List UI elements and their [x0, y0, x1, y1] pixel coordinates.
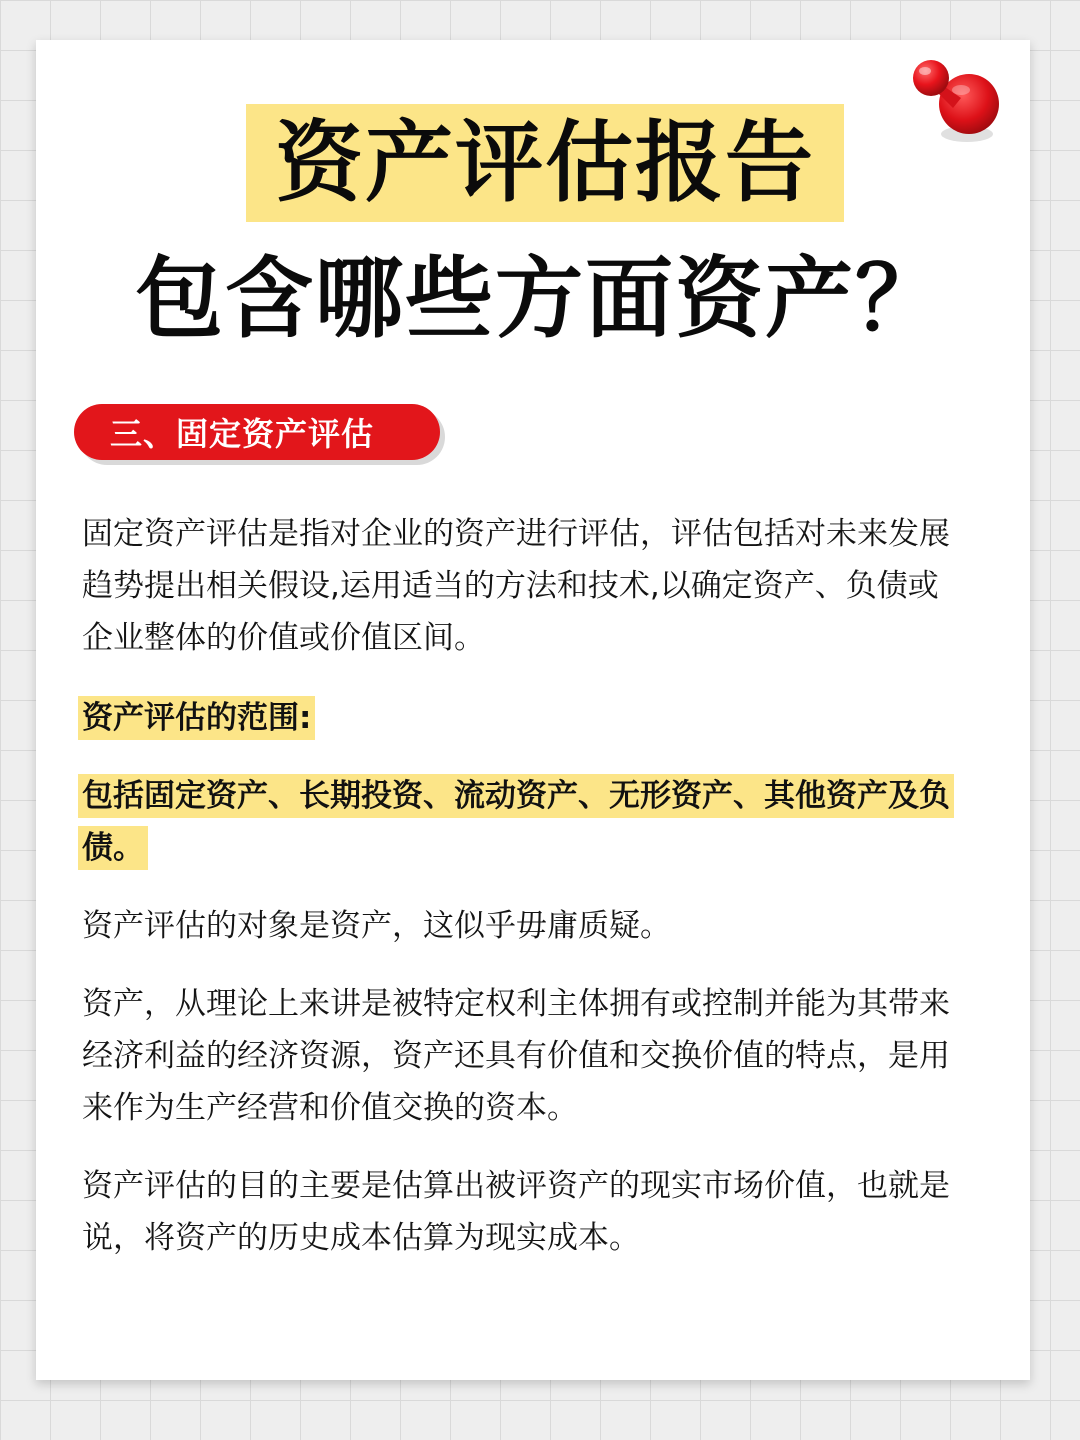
scope-body-text: 包括固定资产、长期投资、流动资产、无形资产、其他资产及负债。 — [78, 774, 954, 870]
page-title-line-1: 资产评估报告 — [274, 111, 815, 214]
scope-body — [78, 770, 978, 874]
title-highlight-box — [246, 104, 844, 222]
section-badge — [74, 404, 440, 460]
definition-paragraph: 资产，从理论上来讲是被特定权利主体拥有或控制并能为其带来经济利益的经济资源，资产还具有价值和交换价值的特点，是用来作为生产经营和价值交换的资本。 — [82, 986, 950, 1126]
object-paragraph: 资产评估的对象是资产，这似乎毋庸质疑。 — [82, 908, 671, 944]
push-pin-icon — [905, 52, 1005, 152]
section-badge-label: 三、固定资产评估 — [110, 415, 375, 453]
scope-heading-text: 资产评估的范围: — [78, 696, 315, 740]
intro-paragraph: 固定资产评估是指对企业的资产进行评估，评估包括对未来发展趋势提出相关假设,运用适当的方法和技术,以确定资产、负债或企业整体的价值或价值区间。 — [82, 516, 950, 656]
page-title-line-2: 包含哪些方面资产？ — [134, 247, 945, 350]
scope-heading — [78, 692, 315, 744]
purpose-paragraph: 资产评估的目的主要是估算出被评资产的现实市场价值，也就是说，将资产的历史成本估算为现实成本。 — [82, 1168, 950, 1256]
